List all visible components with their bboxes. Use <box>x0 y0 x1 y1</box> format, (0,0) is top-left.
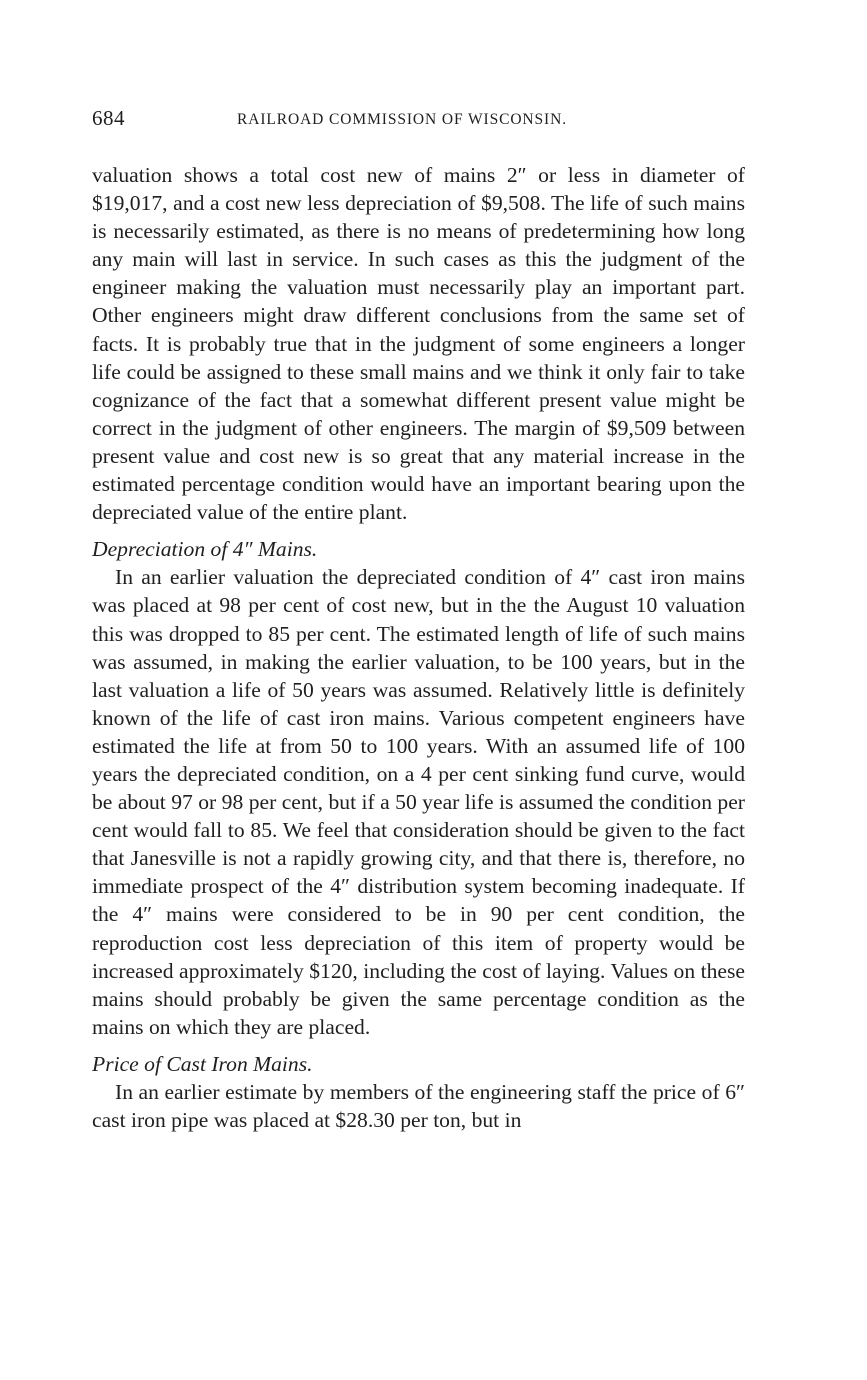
paragraph-continued: valuation shows a total cost new of mains 2″ or less in diameter of $19,017, and a cost new less depreciation of $9,508. The life of such mains is necessarily estimated, as there is no means of predetermining how long any main will last in service. In such cases as this the judgment of the engineer making the valuation must necessarily play an important part. Other engineers might draw different conclusions from the same set of facts. It is probably true that in the judgment of some engineers a longer life could be assigned to these small mains and we think it only fair to take cognizance of the fact that a somewhat different present value might be correct in the judgment of other engineers. The margin of $9,509 between present value and cost new is so great that any material increase in the estimated percentage condition would have an important bearing upon the depreciated value of the entire plant. <box>92 163 745 525</box>
paragraph-depreciation: In an earlier valuation the depreciated condition of 4″ cast iron mains was placed at 98 per cent of cost new, but in the the August 10 valuation this was dropped to 85 per cent. The estimated length of life of such mains was assumed, in making the earlier valuation, to be 100 years, but in the last valuation a life of 50 years was assumed. Relatively little is definitely known of the life of cast iron mains. Various competent engineers have estimated the life at from 50 to 100 years. With an assumed life of 100 years the depreciated condition, on a 4 per cent sinking fund curve, would be about 97 or 98 per cent, but if a 50 year life is assumed the condition per cent would fall to 85. We feel that consideration should be given to the fact that Janesville is not a rapidly growing city, and that there is, therefore, no immediate prospect of the 4″ distribution system becoming inadequate. If the 4″ mains were considered to be in 90 per cent condition, the reproduction cost less depreciation of this item of property would be increased approximately $120, including the cost of laying. Values on these mains should probably be given the same percentage condition as the mains on which they are placed. <box>92 565 745 1039</box>
running-title: RAILROAD COMMISSION OF WISCONSIN. <box>237 111 567 128</box>
running-head <box>92 106 745 136</box>
section-heading-price: Price of Cast Iron Mains. <box>92 1051 313 1076</box>
spacer <box>92 1041 745 1050</box>
spacer <box>92 526 745 535</box>
body-text <box>92 161 745 1134</box>
section-heading-depreciation: Depreciation of 4″ Mains. <box>92 537 318 562</box>
paragraph-price: In an earlier estimate by members of the engineering staff the price of 6″ cast iron pipe was placed at $28.30 per ton, but in <box>92 1080 745 1133</box>
page-number: 684 <box>92 106 125 130</box>
